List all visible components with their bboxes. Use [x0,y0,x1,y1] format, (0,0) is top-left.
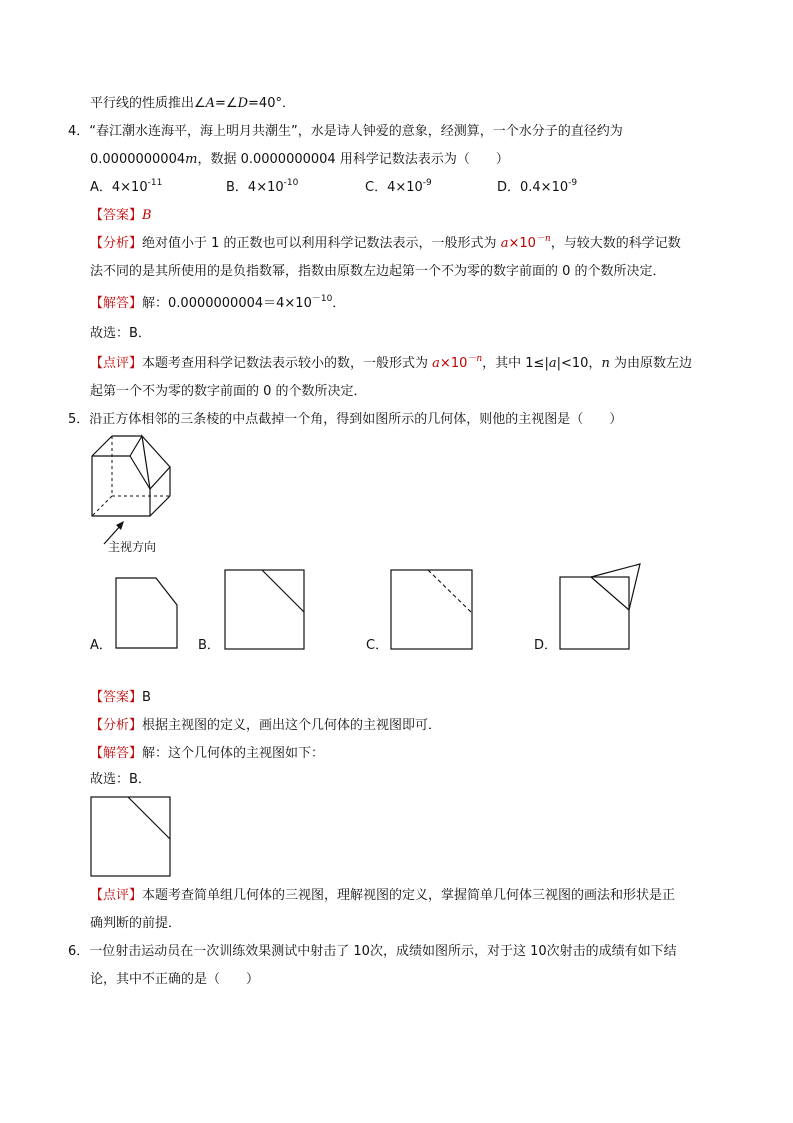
q5-answer: 【答案】B [90,690,151,705]
q5-option-d-figure[interactable] [558,562,646,652]
q4-comment-line1: 【点评】本题考查用科学记数法表示较小的数，一般形式为 $a\times 10^{-n}$，其中 1≤|a|<10，n 为由原数左边 [90,354,692,371]
q5-stem: 5．沿正方体相邻的三条棱的中点截掉一个角，得到如图所示的几何体，则他的主视图是（ ） [68,412,623,427]
q5-option-b-figure[interactable] [224,569,306,651]
q4-option-d[interactable]: D．$0.4\times 10^{-9}$ [497,178,578,195]
q4-answer: 【答案】B [90,208,152,223]
q5-comment-line1: 【点评】本题考查简单组几何体的三视图，理解视图的定义，掌握简单几何体三视图的画法和形状是正 [90,888,676,903]
q4-analysis-line1: 【分析】绝对值小于 1 的正数也可以利用科学记数法表示，一般形式为 $a\times 10^{-n}$，与较大数的科学记数 [90,234,681,251]
q4-stem-line1: 4．“春江潮水连海平，海上明月共潮生”，水是诗人钟爱的意象，经测算，一个水分子的直径约为 [68,124,623,139]
q5-option-d-label[interactable]: D． [534,638,558,653]
q4-stem-line2: 0.0000000004m，数据 0.0000000004 用科学记数法表示为（ ） [90,152,509,167]
q5-option-c-figure[interactable] [390,569,474,651]
q4-comment-line2: 起第一个不为零的数字前面的 0 的个数所决定． [90,384,367,399]
q5-option-a-figure[interactable] [115,576,185,652]
q6-stem-line1: 6．一位射击运动员在一次训练效果测试中射击了 10次，成绩如图所示，对于这 10次射击的成绩有如下结 [68,944,677,959]
q4-solution: 【解答】解：$0.0000000004=4\times 10^{-10}$． [90,294,346,311]
q5-solution-figure [90,796,172,878]
q5-option-a-label[interactable]: A． [90,638,112,653]
intro-line: 平行线的性质推出∠A=∠D=40°． [90,96,295,111]
q5-solution: 【解答】解：这个几何体的主视图如下： [90,746,325,761]
q4-option-a[interactable]: A．$4\times 10^{-11}$ [90,178,163,195]
q5-option-b-label[interactable]: B． [198,638,220,653]
q5-choose: 故选：B． [90,772,151,787]
q5-comment-line2: 确判断的前提． [90,916,182,931]
q4-analysis-line2: 法不同的是其所使用的是负指数幂，指数由原数左边起第一个不为零的数字前面的 0 的个数所决定． [90,264,666,279]
q4-choose: 故选：B． [90,326,151,341]
direction-label: 主视方向 [108,540,157,554]
q5-analysis: 【分析】根据主视图的定义，画出这个几何体的主视图即可． [90,718,442,733]
q6-stem-line2: 论，其中不正确的是（ ） [90,972,260,987]
q4-option-b[interactable]: B．$4\times 10^{-10}$ [226,178,299,195]
cut-cube-figure [88,430,198,530]
q4-option-c[interactable]: C．$4\times 10^{-9}$ [365,178,432,195]
q5-option-c-label[interactable]: C． [366,638,389,653]
